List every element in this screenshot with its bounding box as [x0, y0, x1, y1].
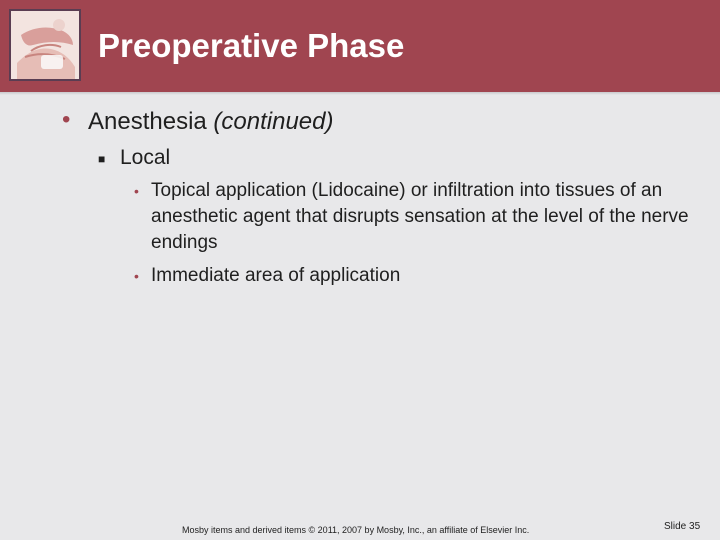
hands-illustration-icon [11, 11, 79, 79]
bullet-dot-icon: • [62, 106, 71, 133]
anesthesia-label: Anesthesia [88, 108, 214, 135]
bullet-level1-text [88, 108, 334, 136]
bullet-level3-text: Immediate area of application [151, 265, 401, 286]
bullet-dot-icon: • [134, 183, 139, 199]
hands-photo [9, 9, 81, 81]
slide-title: Preoperative Phase [98, 27, 405, 64]
bullet-level3-text: Topical application (Lidocaine) or infiltration into tissues of an anesthetic agent that disrupts sensation at the level of the nerve endings [151, 180, 689, 253]
copyright-footer: Mosby items and derived items © 2011, 2007 by Mosby, Inc., an affiliate of Elsevier Inc. [182, 525, 530, 535]
bullet-level2-text: Local [120, 146, 171, 169]
bullet-square-icon: ■ [98, 152, 106, 166]
continued-label: (continued) [213, 108, 334, 135]
title-bar [0, 0, 720, 92]
slide-number: Slide 35 [664, 521, 701, 532]
bullet-dot-icon: • [134, 268, 139, 284]
header-divider [0, 92, 720, 95]
